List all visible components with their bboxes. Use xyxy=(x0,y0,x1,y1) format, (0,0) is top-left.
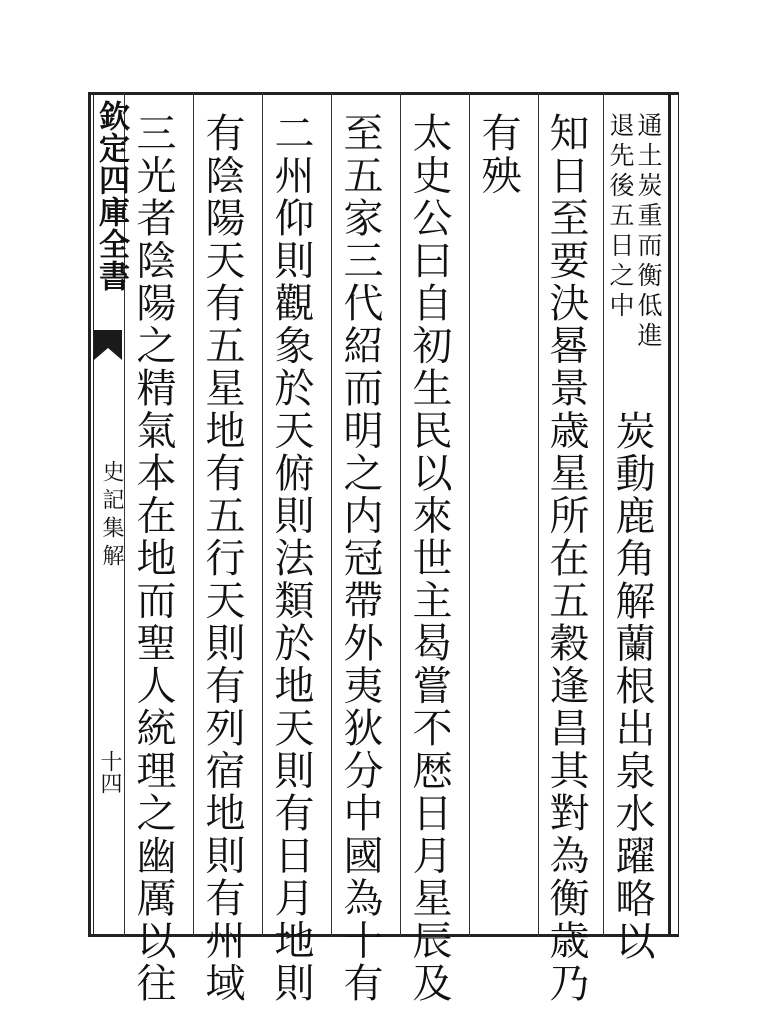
column-divider xyxy=(193,92,194,937)
text-column-7: 至五家三代紹而明之内冠帶外夷狄分中國為十有 xyxy=(337,112,383,1005)
text-column-5: 有殃 xyxy=(475,112,521,197)
annotation-column-1: 通土炭重而衡低進 xyxy=(634,112,663,352)
page-frame xyxy=(88,92,678,937)
column-divider xyxy=(331,92,332,937)
text-column-10: 三光者陰陽之精氣本在地而聖人統理之幽厲以往 xyxy=(130,112,176,1005)
book-title: 欽定四庫全書 xyxy=(93,100,129,292)
annotation-column-3: 炭動鹿角解蘭根出泉水躍略以 xyxy=(609,410,655,963)
column-divider xyxy=(538,92,539,937)
frame-rule-left xyxy=(88,92,91,937)
text-column-6: 太史公曰自初生民以來世主曷嘗不厯日月星辰及 xyxy=(406,112,452,1005)
page-number: 十四 xyxy=(97,750,122,794)
text-column-4: 知日至要決晷景歳星所在五穀逢昌其對為衡歳乃 xyxy=(543,112,589,1005)
section-title: 史記集解 xyxy=(99,460,124,572)
annotation-column-2: 退先後五日之中 xyxy=(606,112,635,322)
column-divider xyxy=(262,92,263,937)
frame-rule-right-inner xyxy=(678,92,679,937)
frame-rule-right xyxy=(668,92,671,937)
text-column-9: 有陰陽天有五星地有五行天則有列宿地則有州域 xyxy=(199,112,245,1005)
column-divider xyxy=(603,92,604,937)
column-divider xyxy=(400,92,401,937)
column-divider xyxy=(469,92,470,937)
text-column-8: 二州仰則觀象於天俯則法類於地天則有日月地則 xyxy=(268,112,314,1005)
